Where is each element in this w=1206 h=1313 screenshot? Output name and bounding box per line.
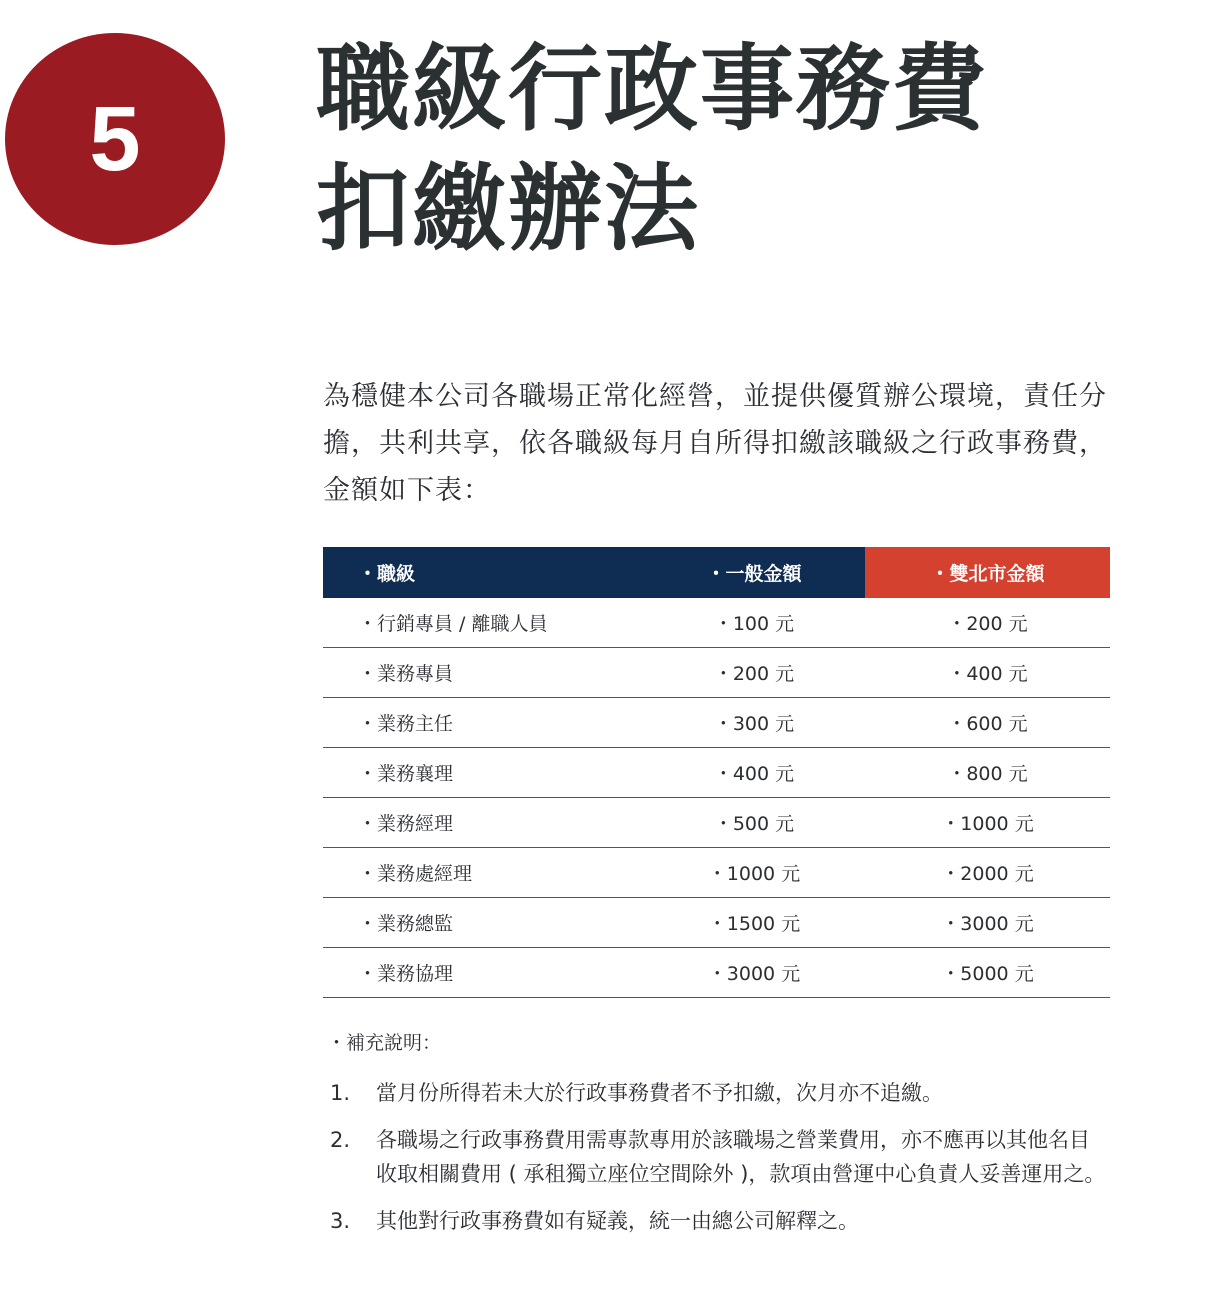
page-title — [316, 30, 988, 270]
general-amount-cell: ・ 400 元 — [643, 748, 865, 798]
table-row — [323, 848, 1110, 898]
note-text: 當月份所得若未大於行政事務費者不予扣繳，次月亦不追繳。 — [376, 1081, 943, 1105]
fee-table-header — [323, 547, 1110, 598]
notes-list — [330, 1076, 1110, 1251]
section-number: 5 — [89, 88, 141, 190]
general-amount-cell: ・ 1500 元 — [643, 898, 865, 948]
table-row — [323, 798, 1110, 848]
table-row — [323, 648, 1110, 698]
job-level-cell: ・ 業務襄理 — [323, 748, 643, 798]
header-general-amount: ・ 一般金額 — [643, 547, 865, 598]
table-row — [323, 598, 1110, 648]
general-amount-cell: ・ 500 元 — [643, 798, 865, 848]
taipei-amount-cell: ・ 2000 元 — [865, 848, 1110, 898]
taipei-amount-cell: ・ 5000 元 — [865, 948, 1110, 998]
job-level-cell: ・ 業務總監 — [323, 898, 643, 948]
page-title-line-1: 職級行政事務費 — [316, 35, 989, 144]
note-number: 3. — [330, 1209, 351, 1233]
table-row — [323, 898, 1110, 948]
taipei-amount-cell: ・ 200 元 — [865, 598, 1110, 648]
header-taipei-amount: ・ 雙北市金額 — [865, 547, 1110, 598]
general-amount-cell: ・ 3000 元 — [643, 948, 865, 998]
note-number: 1. — [330, 1081, 351, 1105]
list-item — [330, 1123, 1110, 1191]
table-row — [323, 948, 1110, 998]
general-amount-cell: ・ 100 元 — [643, 598, 865, 648]
page-title-line-2: 扣繳辦法 — [316, 155, 701, 264]
job-level-cell: ・ 業務經理 — [323, 798, 643, 848]
list-item — [330, 1076, 1110, 1110]
note-text: 其他對行政事務費如有疑義，統一由總公司解釋之。 — [376, 1209, 859, 1233]
job-level-cell: ・ 業務協理 — [323, 948, 643, 998]
general-amount-cell: ・ 200 元 — [643, 648, 865, 698]
job-level-cell: ・ 業務主任 — [323, 698, 643, 748]
section-number-badge — [5, 33, 225, 245]
general-amount-cell: ・ 300 元 — [643, 698, 865, 748]
note-text: 各職場之行政事務費用需專款專用於該職場之營業費用，亦不應再以其他名目收取相關費用 ( 承租獨立座位空間除外 )，款項由營運中心負責人妥善運用之。 — [376, 1128, 1106, 1186]
table-row — [323, 748, 1110, 798]
taipei-amount-cell: ・ 3000 元 — [865, 898, 1110, 948]
job-level-cell: ・ 行銷專員 / 離職人員 — [323, 598, 643, 648]
table-row — [323, 698, 1110, 748]
taipei-amount-cell: ・ 600 元 — [865, 698, 1110, 748]
job-level-cell: ・ 業務專員 — [323, 648, 643, 698]
header-job-level: ・ 職級 — [323, 547, 643, 598]
taipei-amount-cell: ・ 1000 元 — [865, 798, 1110, 848]
job-level-cell: ・ 業務處經理 — [323, 848, 643, 898]
list-item — [330, 1204, 1110, 1238]
fee-table — [323, 547, 1110, 998]
general-amount-cell: ・ 1000 元 — [643, 848, 865, 898]
note-number: 2. — [330, 1128, 351, 1152]
taipei-amount-cell: ・ 800 元 — [865, 748, 1110, 798]
notes-heading: ・ 補充說明： — [327, 1028, 441, 1055]
intro-paragraph: 為穩健本公司各職場正常化經營，並提供優質辦公環境，責任分擔，共利共享，依各職級每月自所得扣繳該職級之行政事務費，金額如下表： — [323, 381, 1107, 506]
taipei-amount-cell: ・ 400 元 — [865, 648, 1110, 698]
